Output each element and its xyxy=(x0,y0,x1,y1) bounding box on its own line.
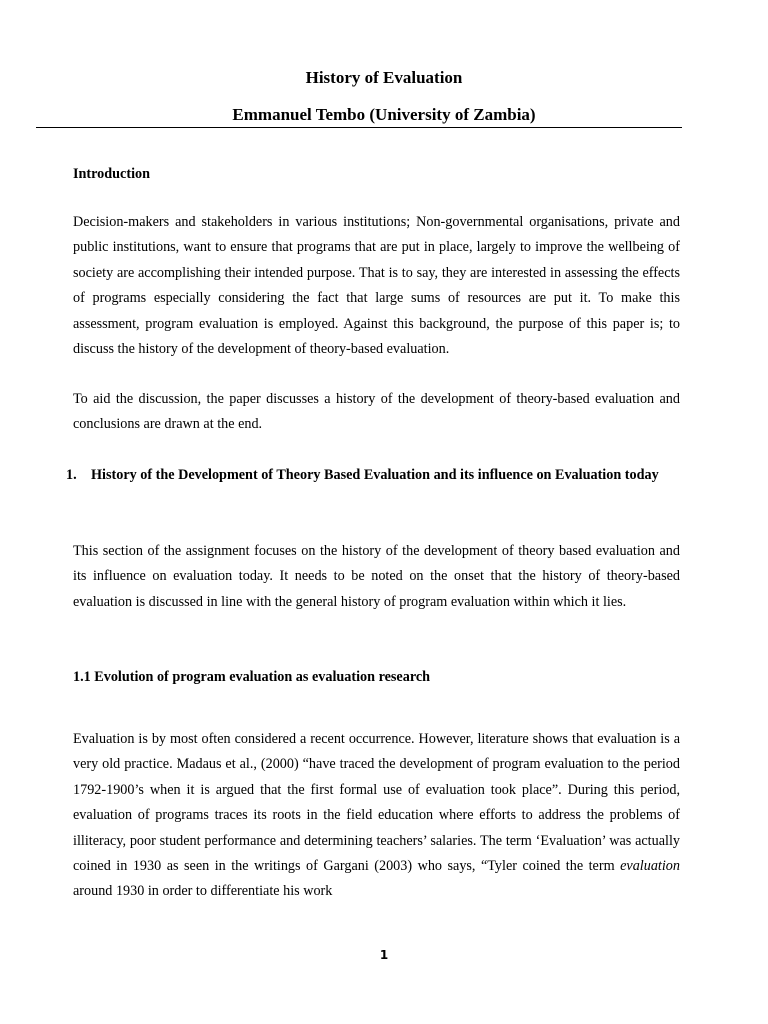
page-number: 1 xyxy=(379,948,389,962)
subsection-1-1-paragraph xyxy=(73,727,680,905)
section-1-title: History of the Development of Theory Based Evaluation and its influence on Evaluation today xyxy=(91,467,659,483)
paragraph-text-end: around 1930 in order to differentiate his work xyxy=(73,883,333,900)
paragraph-text-start: Evaluation is by most often considered a recent occurrence. However, literature shows that evaluation is a very old practice. Madaus et al., (2000) “have traced the development of program evaluation to the period 1792-1900’s when it is argued that the first formal use of evaluation took place”. During this period, evaluation of programs traces its roots in the field education where efforts to address the problems of illiteracy, poor student performance and determining teachers’ salaries. The term ‘Evaluation’ was actually coined in 1930 as seen in the writings of Gargani (2003) who says, “Tyler coined the term xyxy=(73,731,680,875)
subsection-1-1-heading: 1.1 Evolution of program evaluation as evaluation research xyxy=(73,669,431,685)
section-1-paragraph: This section of the assignment focuses on the history of the development of theory based evaluation and its influence on evaluation today. It needs to be noted on the onset that the history of theory-based evaluation is discussed in line with the general history of program evaluation within which it lies. xyxy=(73,543,680,610)
document-author: Emmanuel Tembo (University of Zambia) xyxy=(232,105,536,124)
intro-paragraph-1: Decision-makers and stakeholders in various institutions; Non-governmental organisations, private and public institutions, want to ensure that programs that are put in place, largely to improve the wellbeing of society are accomplishing their intended purpose. That is to say, they are interested in assessing the effects of programs especially considering the fact that large sums of resources are put it. To make this assessment, program evaluation is employed. Against this background, the purpose of this paper is; to discuss the history of the development of theory-based evaluation. xyxy=(73,214,680,358)
intro-paragraph-2: To aid the discussion, the paper discusses a history of the development of theory-based evaluation and conclusions are drawn at the end. xyxy=(73,391,680,433)
section-1-heading xyxy=(66,463,680,488)
introduction-heading: Introduction xyxy=(73,166,150,182)
document-title: History of Evaluation xyxy=(305,68,463,87)
title-divider xyxy=(36,127,682,128)
emphasized-term: evaluation xyxy=(620,858,680,875)
section-1-number: 1. xyxy=(66,467,77,483)
